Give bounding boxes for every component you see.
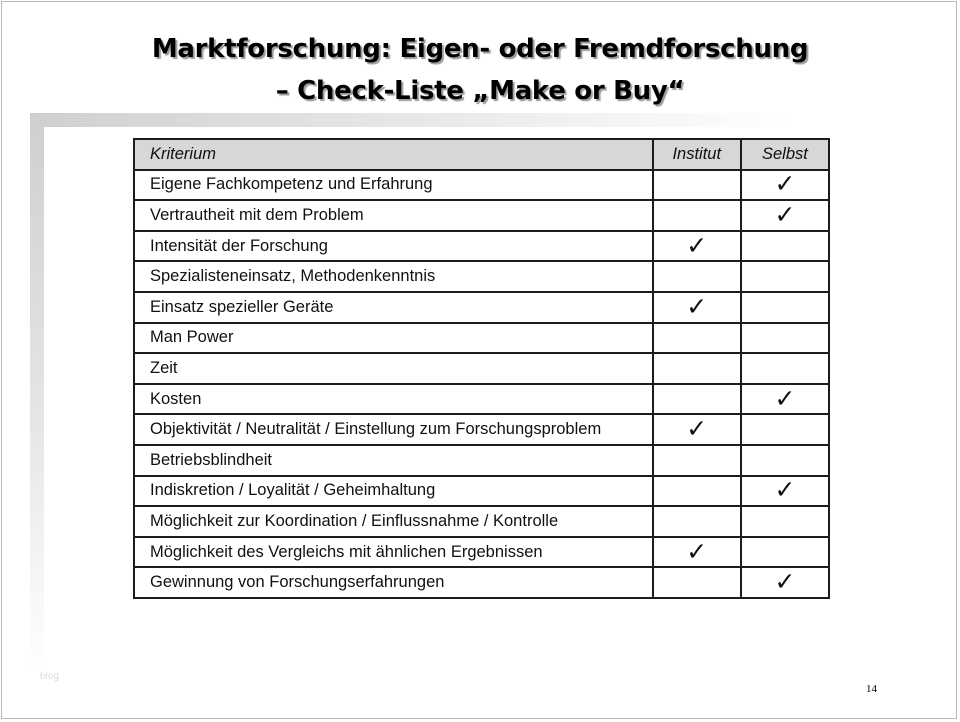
header-selbst: Selbst bbox=[741, 139, 829, 170]
table-row bbox=[134, 231, 829, 262]
selbst-check-cell bbox=[741, 261, 829, 292]
table-row bbox=[134, 445, 829, 476]
selbst-check-cell bbox=[741, 323, 829, 354]
table-row bbox=[134, 414, 829, 445]
institut-check-cell bbox=[653, 384, 741, 415]
criterion-cell: Zeit bbox=[134, 353, 653, 384]
decorative-shadow-side bbox=[30, 113, 44, 673]
selbst-check-cell: ✓ bbox=[741, 170, 829, 201]
criterion-cell: Objektivität / Neutralität / Einstellung zum Forschungsproblem bbox=[134, 414, 653, 445]
institut-check-cell: ✓ bbox=[653, 414, 741, 445]
criterion-cell: Intensität der Forschung bbox=[134, 231, 653, 262]
table-row bbox=[134, 476, 829, 507]
selbst-check-cell: ✓ bbox=[741, 200, 829, 231]
criterion-cell: Einsatz spezieller Geräte bbox=[134, 292, 653, 323]
institut-check-cell bbox=[653, 200, 741, 231]
selbst-check-cell: ✓ bbox=[741, 384, 829, 415]
table-row bbox=[134, 506, 829, 537]
criterion-cell: Kosten bbox=[134, 384, 653, 415]
institut-check-cell bbox=[653, 476, 741, 507]
criterion-cell: Eigene Fachkompetenz und Erfahrung bbox=[134, 170, 653, 201]
table-row bbox=[134, 200, 829, 231]
selbst-check-cell bbox=[741, 537, 829, 568]
criterion-cell: Gewinnung von Forschungserfahrungen bbox=[134, 567, 653, 598]
institut-check-cell bbox=[653, 567, 741, 598]
institut-check-cell bbox=[653, 445, 741, 476]
criterion-cell: Man Power bbox=[134, 323, 653, 354]
selbst-check-cell bbox=[741, 445, 829, 476]
table-row bbox=[134, 261, 829, 292]
institut-check-cell bbox=[653, 323, 741, 354]
table-row bbox=[134, 353, 829, 384]
criterion-cell: Vertrautheit mit dem Problem bbox=[134, 200, 653, 231]
institut-check-cell bbox=[653, 261, 741, 292]
criterion-cell: Spezialisteneinsatz, Methodenkenntnis bbox=[134, 261, 653, 292]
institut-check-cell bbox=[653, 353, 741, 384]
criterion-cell: Möglichkeit zur Koordination / Einflussnahme / Kontrolle bbox=[134, 506, 653, 537]
header-institut: Institut bbox=[653, 139, 741, 170]
institut-check-cell: ✓ bbox=[653, 231, 741, 262]
selbst-check-cell bbox=[741, 414, 829, 445]
slide-title bbox=[0, 28, 960, 112]
selbst-check-cell bbox=[741, 353, 829, 384]
selbst-check-cell bbox=[741, 292, 829, 323]
table-header-row bbox=[134, 139, 829, 170]
institut-check-cell: ✓ bbox=[653, 537, 741, 568]
page-number: 14 bbox=[866, 683, 877, 695]
table-row bbox=[134, 323, 829, 354]
header-criterion: Kriterium bbox=[134, 139, 653, 170]
table-row bbox=[134, 292, 829, 323]
institut-check-cell: ✓ bbox=[653, 292, 741, 323]
selbst-check-cell: ✓ bbox=[741, 476, 829, 507]
criterion-cell: Indiskretion / Loyalität / Geheimhaltung bbox=[134, 476, 653, 507]
institut-check-cell bbox=[653, 170, 741, 201]
criterion-cell: Betriebsblindheit bbox=[134, 445, 653, 476]
selbst-check-cell: ✓ bbox=[741, 567, 829, 598]
table-row bbox=[134, 567, 829, 598]
institut-check-cell bbox=[653, 506, 741, 537]
table-row bbox=[134, 170, 829, 201]
selbst-check-cell bbox=[741, 506, 829, 537]
table-row bbox=[134, 384, 829, 415]
make-or-buy-checklist-table bbox=[133, 138, 830, 599]
selbst-check-cell bbox=[741, 231, 829, 262]
watermark-text: blog bbox=[40, 671, 59, 682]
slide-title-line-1: Marktforschung: Eigen- oder Fremdforschung bbox=[151, 34, 809, 64]
decorative-shadow-bar bbox=[30, 113, 930, 127]
criterion-cell: Möglichkeit des Vergleichs mit ähnlichen Ergebnissen bbox=[134, 537, 653, 568]
table-row bbox=[134, 537, 829, 568]
slide-title-line-2: – Check-Liste „Make or Buy“ bbox=[275, 76, 685, 106]
